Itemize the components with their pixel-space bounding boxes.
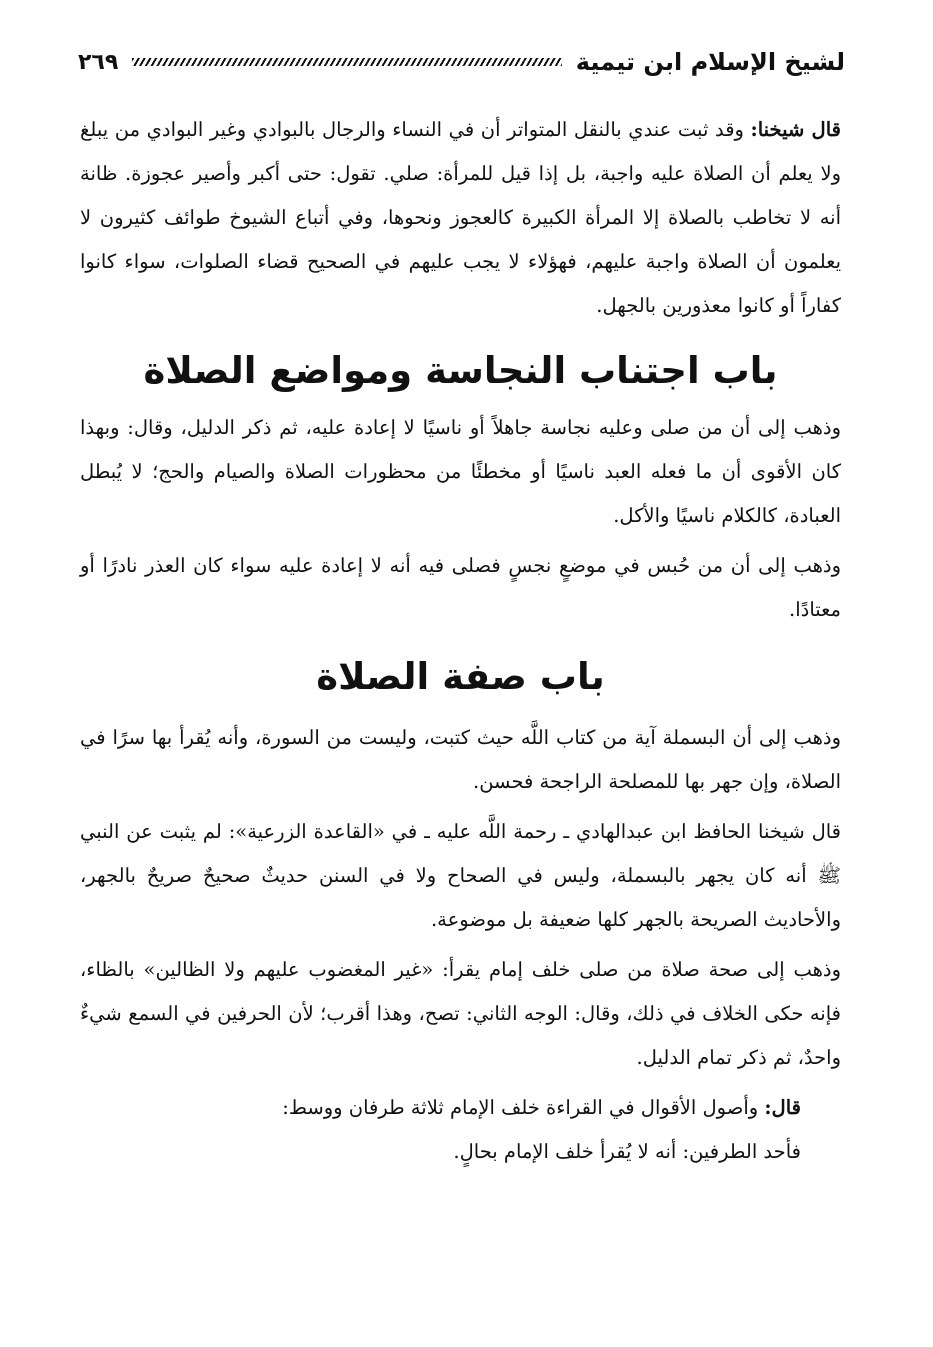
chapter2-paragraph-4-lead: قال: <box>764 1096 801 1119</box>
chapter1-paragraph-2: وذهب إلى أن من حُبس في موضعٍ نجسٍ فصلى فيه أنه لا إعادة عليه سواء كان العذر نادرًا أو معتادًا. <box>80 554 841 621</box>
chapter2-paragraph-4-text: وأصول الأقوال في القراءة خلف الإمام ثلاثة طرفان ووسط: <box>282 1096 765 1119</box>
chapter-title-purification: باب اجتناب النجاسة ومواضع الصلاة <box>143 349 778 392</box>
chapter1-paragraph-1: وذهب إلى أن من صلى وعليه نجاسة جاهلاً أو ناسيًا لا إعادة عليه، ثم ذكر الدليل، وقال: وبهذا كان الأقوى أن ما فعله العبد ناسيًا أو مخطئًا من محظورات الصلاة والصيام والحج؛ لا يُبطل العبادة، كالكلام ناسيًا والأكل. <box>80 416 841 527</box>
chapter2-paragraph-1: وذهب إلى أن البسملة آية من كتاب اللَّه حيث كتبت، وليست من السورة، وأنه يُقرأ بها سرًا في الصلاة، وإن جهر بها للمصلحة الراجحة فحسن. <box>80 726 841 793</box>
page-content <box>80 108 841 1174</box>
chapter2-paragraph-4 <box>80 1086 841 1130</box>
header-rule <box>132 58 562 66</box>
intro-paragraph <box>80 108 841 328</box>
chapter-title-prayer-description: باب صفة الصلاة <box>316 655 605 698</box>
page-number: ٢٦٩ <box>78 49 119 75</box>
chapter2-paragraph-3: وذهب إلى صحة صلاة من صلى خلف إمام يقرأ: «غير المغضوب عليهم ولا الظالين» بالظاء، فإنه حكى الخلاف في ذلك، وقال: الوجه الثاني: تصح، وهذا أقرب؛ لأن الحرفين في السمع شيءٌ واحدٌ، ثم ذكر تمام الدليل. <box>80 958 841 1069</box>
chapter2-paragraph-2: قال شيخنا الحافظ ابن عبدالهادي ـ رحمة اللَّه عليه ـ في «القاعدة الزرعية»: لم يثبت عن النبي ﷺ أنه كان يجهر بالبسملة، وليس في الصحاح ولا في السنن حديثٌ صحيحٌ صريحٌ بالجهر، والأحاديث الصريحة بالجهر كلها ضعيفة بل موضوعة. <box>80 820 841 931</box>
header-title: لشيخ الإسلام ابن تيمية <box>575 48 845 76</box>
intro-paragraph-text: وقد ثبت عندي بالنقل المتواتر أن في النساء والرجال بالبوادي وغير البوادي من يبلغ ولا يعلم أن الصلاة عليه واجبة، بل إذا قيل للمرأة: صلي. تقول: حتى أكبر وأصير عجوزة. ظانة أنه لا تخاطب بالصلاة إلا المرأة الكبيرة كالعجوز ونحوها، وفي أتباع الشيوخ طوائف كثيرون لا يعلمون أن الصلاة واجبة عليهم، فهؤلاء لا يجب عليهم في الصحيح قضاء الصلوات، سواء كانوا كفاراً أو كانوا معذورين بالجهل. <box>80 118 841 317</box>
running-header <box>78 40 845 84</box>
chapter2-paragraph-5: فأحد الطرفين: أنه لا يُقرأ خلف الإمام بحالٍ. <box>453 1140 801 1163</box>
intro-paragraph-lead: قال شيخنا: <box>750 118 841 141</box>
